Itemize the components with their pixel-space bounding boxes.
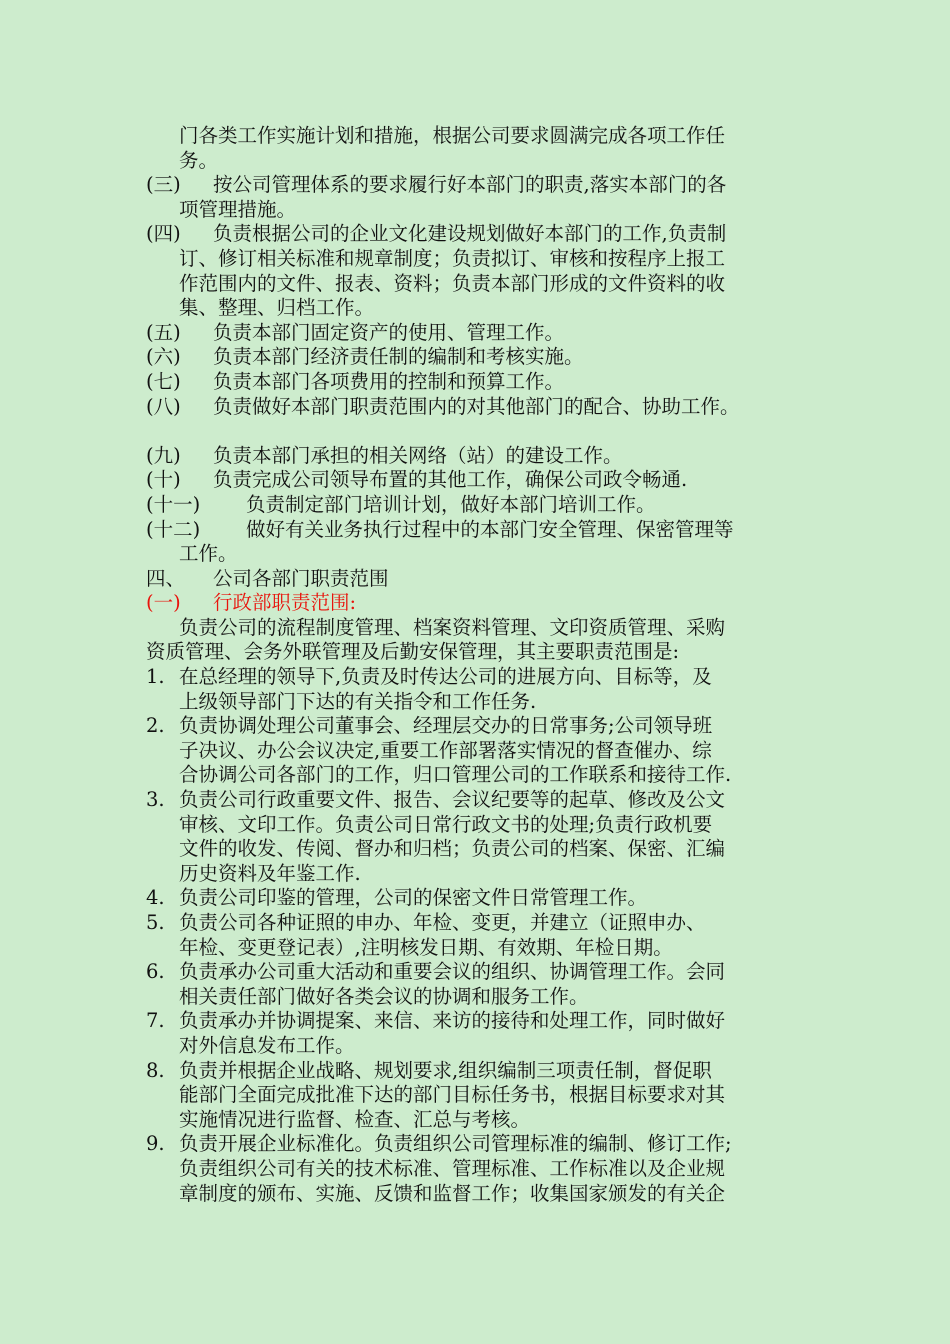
text-line: 文件的收发、传阅、督办和归档；负责公司的档案、保密、汇编 bbox=[179, 837, 726, 861]
text-line: 负责公司行政重要文件、报告、会议纪要等的起草、修改及公文 bbox=[179, 788, 726, 812]
duty-item bbox=[146, 444, 826, 469]
duty-item bbox=[146, 321, 826, 346]
text-line: 子决议、办公会议决定,重要工作部署落实情况的督查催办、综 bbox=[179, 738, 712, 762]
subsection-label: (一) bbox=[146, 591, 181, 615]
duty-text-continued: 集、整理、归档工作。 bbox=[179, 296, 375, 320]
list-item-number: 8. bbox=[146, 1058, 165, 1082]
list-item bbox=[146, 788, 826, 886]
summary-paragraph bbox=[146, 616, 826, 665]
duty-text-continued: 工作。 bbox=[179, 542, 238, 566]
subsection-heading bbox=[146, 591, 826, 616]
list-item bbox=[146, 911, 826, 960]
duty-item bbox=[146, 370, 826, 395]
list-item-text bbox=[179, 886, 826, 911]
list-item-number: 3. bbox=[146, 788, 165, 812]
text-line: 门各类工作实施计划和措施，根据公司要求圆满完成各项工作任 bbox=[179, 124, 726, 147]
duty-item bbox=[146, 345, 826, 370]
duty-item bbox=[146, 173, 826, 222]
duty-label: (六) bbox=[146, 345, 181, 369]
numbered-list bbox=[146, 665, 826, 1206]
text-line: 负责公司的流程制度管理、档案资料管理、文印资质管理、采购 bbox=[179, 615, 726, 639]
section-label: 四、 bbox=[146, 566, 186, 590]
text-line: 负责组织公司有关的技术标准、管理标准、工作标准以及企业规 bbox=[179, 1156, 726, 1180]
duty-list bbox=[146, 173, 826, 419]
document-body bbox=[146, 124, 826, 1206]
subsection-title: 行政部职责范围: bbox=[213, 591, 357, 615]
list-item bbox=[146, 886, 826, 911]
list-item-text bbox=[179, 911, 826, 960]
duty-label: (四) bbox=[146, 222, 181, 246]
duty-label: (十二) bbox=[146, 517, 201, 541]
duty-label: (八) bbox=[146, 394, 181, 418]
duty-text-continued: 订、修订相关标准和规章制度；负责拟订、审核和按程序上报工 bbox=[179, 246, 726, 270]
list-item-text bbox=[179, 960, 826, 1009]
text-line: 负责公司各种证照的申办、年检、变更，并建立（证照申办、 bbox=[179, 911, 706, 934]
duty-text: 负责本部门承担的相关网络（站）的建设工作。 bbox=[213, 443, 623, 467]
text-line: 对外信息发布工作。 bbox=[179, 1033, 355, 1057]
duty-text: 负责本部门固定资产的使用、管理工作。 bbox=[213, 320, 565, 344]
text-line: 负责承办并协调提案、来信、来访的接待和处理工作，同时做好 bbox=[179, 1009, 726, 1033]
list-item bbox=[146, 665, 826, 714]
duty-list-3 bbox=[146, 493, 826, 567]
duty-item bbox=[146, 493, 826, 518]
list-item bbox=[146, 1009, 826, 1058]
list-item bbox=[146, 1132, 826, 1206]
list-item-number: 7. bbox=[146, 1009, 165, 1033]
list-item-text bbox=[179, 1059, 826, 1133]
text-line: 历史资料及年鉴工作. bbox=[179, 861, 361, 885]
duty-label: (三) bbox=[146, 173, 181, 197]
list-item-text bbox=[179, 1132, 826, 1206]
section-heading bbox=[146, 567, 826, 592]
list-item-number: 5. bbox=[146, 911, 165, 934]
list-item-text bbox=[179, 788, 826, 886]
text-line: 实施情况进行监督、检查、汇总与考核。 bbox=[179, 1107, 531, 1131]
duty-text: 按公司管理体系的要求履行好本部门的职责,落实本部门的各 bbox=[213, 173, 727, 197]
duty-item bbox=[146, 395, 826, 420]
list-item-text bbox=[179, 714, 826, 788]
text-line: 务。 bbox=[179, 148, 219, 172]
list-item-text bbox=[179, 665, 826, 714]
list-item-number: 1. bbox=[146, 665, 165, 689]
list-item-number: 4. bbox=[146, 886, 165, 910]
duty-text-continued: 作范围内的文件、报表、资料；负责本部门形成的文件资料的收 bbox=[179, 271, 726, 295]
duty-label: (十) bbox=[146, 468, 181, 492]
text-line: 在总经理的领导下,负责及时传达公司的进展方向、目标等，及 bbox=[179, 665, 712, 689]
text-line: 能部门全面完成批准下达的部门目标任务书，根据目标要求对其 bbox=[179, 1083, 726, 1107]
duty-text: 负责完成公司领导布置的其他工作，确保公司政令畅通. bbox=[213, 468, 688, 492]
section-title: 公司各部门职责范围 bbox=[213, 566, 389, 590]
text-line: 相关责任部门做好各类会议的协调和服务工作。 bbox=[179, 984, 589, 1008]
text-line: 合协调公司各部门的工作，归口管理公司的工作联系和接待工作. bbox=[179, 763, 732, 787]
list-item bbox=[146, 960, 826, 1009]
duty-text: 负责本部门各项费用的控制和预算工作。 bbox=[213, 369, 565, 393]
duty-text: 负责本部门经济责任制的编制和考核实施。 bbox=[213, 345, 584, 369]
text-line: 负责公司印鉴的管理，公司的保密文件日常管理工作。 bbox=[179, 886, 648, 910]
text-line: 负责并根据企业战略、规划要求,组织编制三项责任制，督促职 bbox=[179, 1058, 712, 1082]
duty-item bbox=[146, 468, 826, 493]
duty-label: (十一) bbox=[146, 492, 201, 516]
duty-label: (七) bbox=[146, 369, 181, 393]
text-line: 负责协调处理公司董事会、经理层交办的日常事务;公司领导班 bbox=[179, 714, 713, 738]
duty-item bbox=[146, 518, 826, 567]
text-line: 审核、文印工作。负责公司日常行政文书的处理;负责行政机要 bbox=[179, 812, 713, 836]
duty-text: 负责制定部门培训计划，做好本部门培训工作。 bbox=[246, 492, 656, 516]
list-item-text bbox=[179, 1009, 826, 1058]
text-line: 章制度的颁布、实施、反馈和监督工作；收集国家颁发的有关企 bbox=[179, 1181, 726, 1205]
text-line: 负责承办公司重大活动和重要会议的组织、协调管理工作。会同 bbox=[179, 960, 726, 984]
duty-label: (九) bbox=[146, 443, 181, 467]
duty-item bbox=[146, 222, 826, 320]
intro-paragraph bbox=[146, 124, 826, 173]
text-line: 上级领导部门下达的有关指令和工作任务. bbox=[179, 689, 537, 713]
blank-line bbox=[146, 419, 826, 444]
duty-text: 做好有关业务执行过程中的本部门安全管理、保密管理等 bbox=[246, 517, 734, 541]
duty-label: (五) bbox=[146, 320, 181, 344]
text-line: 资质管理、会务外联管理及后勤安保管理，其主要职责范围是: bbox=[146, 640, 680, 664]
duty-text-continued: 项管理措施。 bbox=[179, 197, 297, 221]
duty-list-2 bbox=[146, 444, 826, 493]
list-item bbox=[146, 1059, 826, 1133]
duty-text: 负责根据公司的企业文化建设规划做好本部门的工作,负责制 bbox=[213, 222, 727, 246]
text-line: 年检、变更登记表）,注明核发日期、有效期、年检日期。 bbox=[179, 935, 673, 959]
duty-text: 负责做好本部门职责范围内的对其他部门的配合、协助工作。 bbox=[213, 394, 740, 418]
list-item-number: 6. bbox=[146, 960, 165, 984]
list-item-number: 2. bbox=[146, 714, 165, 738]
list-item bbox=[146, 714, 826, 788]
list-item-number: 9. bbox=[146, 1132, 165, 1156]
text-line: 负责开展企业标准化。负责组织公司管理标准的编制、修订工作; bbox=[179, 1132, 732, 1156]
